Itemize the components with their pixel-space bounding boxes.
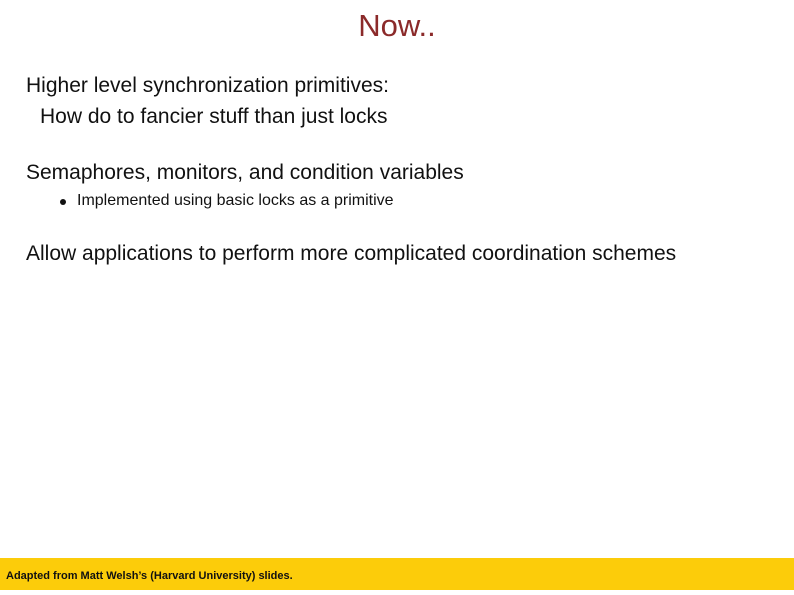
footer-credit: Adapted from Matt Welsh’s (Harvard University) slides. (6, 570, 293, 582)
point-2-subbullet (60, 191, 394, 211)
point-1-line-2: How do to fancier stuff than just locks (40, 105, 388, 128)
point-1-line-1: Higher level synchronization primitives: (26, 74, 389, 97)
bullet-dot-icon (60, 199, 66, 205)
point-2: Semaphores, monitors, and condition variables (26, 161, 464, 184)
point-2-subbullet-text: Implemented using basic locks as a primitive (77, 192, 394, 209)
point-3: Allow applications to perform more complicated coordination schemes (26, 242, 677, 265)
slide-title (0, 8, 794, 44)
slide-title-text: Now.. (358, 8, 436, 43)
